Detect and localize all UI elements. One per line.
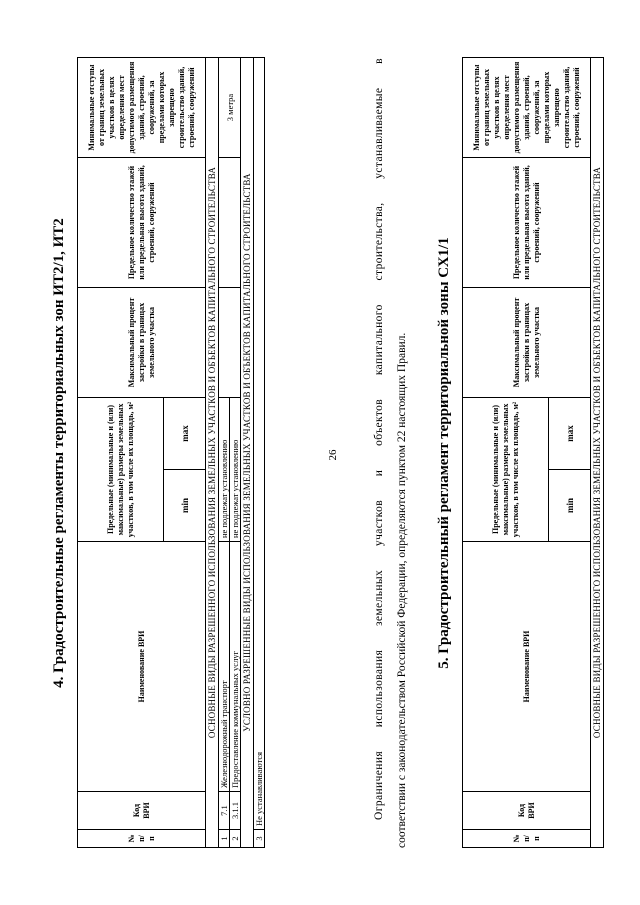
paragraph-line: Ограничения использования земельных участков и объектов капитального строительства, устанавливаемые в bbox=[373, 58, 385, 820]
header-code: Код ВРИ bbox=[78, 792, 206, 830]
row-percent bbox=[219, 288, 241, 398]
header-min: min bbox=[549, 470, 591, 542]
row-setback: 3 метра bbox=[219, 58, 241, 158]
header-size: Предельные (минимальные и (или) максимальные) размеры земельных участков, в том числе их площадь, м² bbox=[463, 398, 549, 542]
header-floors: Предельное количество этажей или предельная высота зданий, строений, сооружений bbox=[78, 158, 206, 288]
section-title: 4. Градостроительные регламенты территориальных зон ИТ2/1, ИТ2 bbox=[51, 218, 67, 688]
header-percent: Максимальный процент застройки в границах земельного участка bbox=[463, 288, 591, 398]
header-setback: Минимальные отступы от границ земельных участков в целях определения мест допустимого размещения зданий, строений, сооружений, за пределами которых запрещено строительство зданий, строений, сооружений bbox=[463, 58, 591, 158]
section-it2 bbox=[50, 58, 265, 848]
band-row bbox=[591, 58, 604, 848]
header-setback: Минимальные отступы от границ земельных участков в целях определения мест допустимого размещения зданий, строений, сооружений, за пределами которых запрещено строительство зданий, строений, сооружений bbox=[78, 58, 206, 158]
header-name: Наименование ВРИ bbox=[78, 542, 206, 792]
regulations-table bbox=[462, 57, 604, 848]
header-max: max bbox=[164, 398, 206, 470]
row-num: 2 bbox=[230, 830, 241, 848]
row-size: не подлежат установлению bbox=[230, 398, 241, 542]
row-code: 7.1 bbox=[219, 792, 230, 830]
row-num: 3 bbox=[254, 830, 265, 848]
row-code: 3.1.1 bbox=[230, 792, 241, 830]
band-main-uses: ОСНОВНЫЕ ВИДЫ РАЗРЕШЕННОГО ИСПОЛЬЗОВАНИЯ ЗЕМЕЛЬНЫХ УЧАСТКОВ И ОБЪЕКТОВ КАПИТАЛЬНОГО СТРОИТЕЛЬСТВА bbox=[206, 58, 219, 848]
header-name: Наименование ВРИ bbox=[463, 542, 591, 792]
band-row bbox=[241, 58, 254, 848]
header-percent: Максимальный процент застройки в границах земельного участка bbox=[78, 288, 206, 398]
section-title: 5. Градостроительный регламент территориальной зоны СХ1/1 bbox=[436, 237, 452, 669]
row-num: 1 bbox=[219, 830, 230, 848]
regulations-table bbox=[77, 57, 265, 848]
header-code: Код ВРИ bbox=[463, 792, 591, 830]
restrictions-paragraph bbox=[368, 58, 414, 848]
table-header-row bbox=[78, 58, 164, 848]
page-number: 26 bbox=[327, 449, 339, 461]
header-floors: Предельное количество этажей или предельная высота зданий, строений, сооружений bbox=[463, 158, 591, 288]
header-size: Предельные (минимальные и (или) максимальные) размеры земельных участков, в том числе их площадь, м² bbox=[78, 398, 164, 542]
header-max: max bbox=[549, 398, 591, 470]
row-name: Железнодорожный транспорт bbox=[219, 542, 230, 792]
table-row bbox=[219, 58, 230, 848]
header-min: min bbox=[164, 470, 206, 542]
rotated-page-content bbox=[50, 58, 602, 848]
band-conditional-uses: УСЛОВНО РАЗРЕШЕННЫЕ ВИДЫ ИСПОЛЬЗОВАНИЯ ЗЕМЕЛЬНЫХ УЧАСТКОВ И ОБЪЕКТОВ КАПИТАЛЬНОГО СТРОИТЕЛЬСТВА bbox=[241, 58, 254, 848]
row-name: Не устанавливаются bbox=[254, 58, 265, 830]
row-floors bbox=[219, 158, 241, 288]
row-name: Предоставление коммунальных услуг bbox=[230, 542, 241, 792]
header-num: № п/п bbox=[78, 830, 206, 848]
band-main-uses: ОСНОВНЫЕ ВИДЫ РАЗРЕШЕННОГО ИСПОЛЬЗОВАНИЯ ЗЕМЕЛЬНЫХ УЧАСТКОВ И ОБЪЕКТОВ КАПИТАЛЬНОГО СТРОИТЕЛЬСТВА bbox=[591, 58, 604, 848]
header-num: № п/п bbox=[463, 830, 591, 848]
section-sh1 bbox=[435, 58, 604, 848]
paragraph-line: соответствии с законодательством Российской Федерации, определяются пунктом 22 настоящих Правил. bbox=[396, 332, 408, 848]
band-row bbox=[206, 58, 219, 848]
table-row bbox=[254, 58, 265, 848]
table-header-row bbox=[463, 58, 549, 848]
row-size: не подлежат установлению bbox=[219, 398, 230, 542]
